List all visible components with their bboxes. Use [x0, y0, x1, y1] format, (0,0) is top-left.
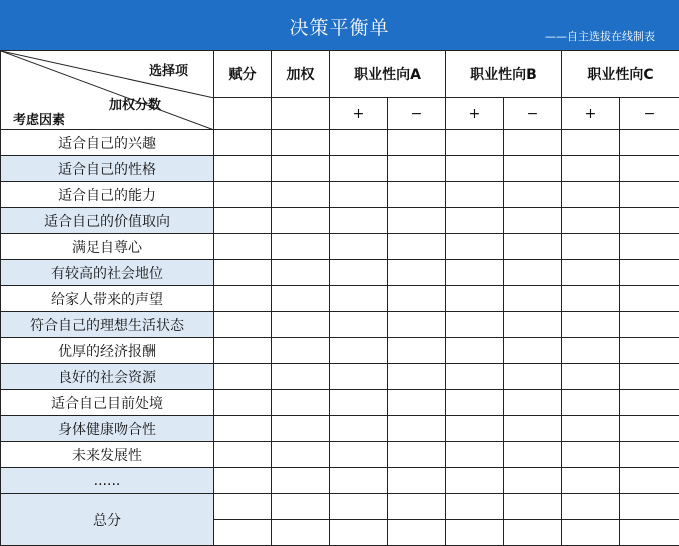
factor-row — [1, 390, 679, 416]
factor-row — [1, 468, 679, 494]
cell-b-plus[interactable] — [446, 390, 504, 416]
factor-row — [1, 286, 679, 312]
cell-score[interactable] — [214, 260, 272, 286]
total-label: 总分 — [1, 494, 214, 546]
cell-a-plus[interactable] — [330, 338, 388, 364]
factor-label: 良好的社会资源 — [1, 364, 214, 390]
total-cell-b-minus[interactable] — [504, 494, 562, 520]
cell-b-minus[interactable] — [504, 312, 562, 338]
cell-b-minus[interactable] — [504, 468, 562, 494]
cell-weight[interactable] — [272, 260, 330, 286]
total-cell-c-plus[interactable] — [562, 520, 620, 546]
total-cell-score[interactable] — [214, 494, 272, 520]
total-cell-b-plus[interactable] — [446, 494, 504, 520]
cell-score[interactable] — [214, 208, 272, 234]
total-row — [1, 494, 679, 520]
total-cell-score[interactable] — [214, 520, 272, 546]
cell-b-plus[interactable] — [446, 234, 504, 260]
total-cell-weight[interactable] — [272, 494, 330, 520]
factor-row — [1, 442, 679, 468]
factor-label: 满足自尊心 — [1, 234, 214, 260]
cell-a-minus[interactable] — [388, 286, 446, 312]
total-cell-c-minus[interactable] — [620, 520, 679, 546]
factor-label: 适合自己的价值取向 — [1, 208, 214, 234]
factor-row — [1, 156, 679, 182]
cell-a-minus[interactable] — [388, 312, 446, 338]
cell-c-minus[interactable] — [620, 390, 679, 416]
title-bar — [0, 0, 679, 50]
cell-c-plus[interactable] — [562, 130, 620, 156]
factor-row — [1, 234, 679, 260]
cell-b-plus[interactable] — [446, 338, 504, 364]
cell-c-minus[interactable] — [620, 468, 679, 494]
cell-c-minus[interactable] — [620, 364, 679, 390]
cell-weight[interactable] — [272, 234, 330, 260]
cell-a-plus[interactable] — [330, 260, 388, 286]
cell-c-plus[interactable] — [562, 260, 620, 286]
sheet-title: 决策平衡单 — [0, 13, 679, 40]
cell-a-minus[interactable] — [388, 364, 446, 390]
cell-b-plus[interactable] — [446, 468, 504, 494]
cell-weight[interactable] — [272, 364, 330, 390]
factor-row — [1, 312, 679, 338]
cell-score[interactable] — [214, 182, 272, 208]
cell-c-plus[interactable] — [562, 286, 620, 312]
cell-a-plus[interactable] — [330, 416, 388, 442]
career-c-minus: − — [620, 98, 679, 130]
cell-b-minus[interactable] — [504, 234, 562, 260]
balance-table — [0, 50, 679, 546]
cell-a-plus[interactable] — [330, 130, 388, 156]
cell-c-plus[interactable] — [562, 208, 620, 234]
cell-a-plus[interactable] — [330, 442, 388, 468]
cell-a-plus[interactable] — [330, 286, 388, 312]
cell-b-plus[interactable] — [446, 416, 504, 442]
career-a-plus: + — [330, 98, 388, 130]
cell-score[interactable] — [214, 130, 272, 156]
cell-b-minus[interactable] — [504, 390, 562, 416]
cell-b-plus[interactable] — [446, 260, 504, 286]
cell-weight[interactable] — [272, 468, 330, 494]
cell-a-minus[interactable] — [388, 156, 446, 182]
cell-c-plus[interactable] — [562, 156, 620, 182]
cell-c-minus[interactable] — [620, 416, 679, 442]
factor-row — [1, 260, 679, 286]
total-cell-a-plus[interactable] — [330, 520, 388, 546]
total-cell-a-minus[interactable] — [388, 520, 446, 546]
factor-label: 适合自己的能力 — [1, 182, 214, 208]
cell-b-minus[interactable] — [504, 338, 562, 364]
header-career-a: 职业性向A — [330, 51, 446, 98]
sheet-subtitle: ——自主选拔在线制表 — [545, 28, 655, 44]
cell-a-minus[interactable] — [388, 260, 446, 286]
cell-b-plus[interactable] — [446, 312, 504, 338]
total-cell-b-minus[interactable] — [504, 520, 562, 546]
cell-a-minus[interactable] — [388, 468, 446, 494]
cell-a-plus[interactable] — [330, 182, 388, 208]
cell-c-plus[interactable] — [562, 442, 620, 468]
cell-weight[interactable] — [272, 286, 330, 312]
cell-c-minus[interactable] — [620, 130, 679, 156]
factor-row — [1, 364, 679, 390]
cell-score[interactable] — [214, 234, 272, 260]
cell-b-plus[interactable] — [446, 130, 504, 156]
career-b-minus: − — [504, 98, 562, 130]
cell-weight[interactable] — [272, 416, 330, 442]
cell-c-plus[interactable] — [562, 364, 620, 390]
cell-weight[interactable] — [272, 312, 330, 338]
cell-c-minus[interactable] — [620, 182, 679, 208]
cell-b-minus[interactable] — [504, 208, 562, 234]
cell-b-minus[interactable] — [504, 416, 562, 442]
header-career-c: 职业性向C — [562, 51, 679, 98]
factor-label: ...... — [1, 468, 214, 494]
header-career-b: 职业性向B — [446, 51, 562, 98]
cell-weight[interactable] — [272, 338, 330, 364]
header-score: 赋分 — [214, 51, 272, 98]
cell-score[interactable] — [214, 312, 272, 338]
header-score-sub — [214, 98, 272, 130]
cell-weight[interactable] — [272, 156, 330, 182]
cell-a-plus[interactable] — [330, 208, 388, 234]
cell-score[interactable] — [214, 390, 272, 416]
cell-a-minus[interactable] — [388, 442, 446, 468]
cell-a-plus[interactable] — [330, 156, 388, 182]
cell-c-minus[interactable] — [620, 312, 679, 338]
factor-row — [1, 130, 679, 156]
cell-b-minus[interactable] — [504, 260, 562, 286]
cell-c-minus[interactable] — [620, 286, 679, 312]
corner-label-options: 选择项 — [149, 60, 188, 79]
factor-label: 有较高的社会地位 — [1, 260, 214, 286]
factor-label: 符合自己的理想生活状态 — [1, 312, 214, 338]
cell-c-minus[interactable] — [620, 208, 679, 234]
cell-c-plus[interactable] — [562, 338, 620, 364]
cell-a-plus[interactable] — [330, 468, 388, 494]
cell-b-minus[interactable] — [504, 286, 562, 312]
cell-c-plus[interactable] — [562, 468, 620, 494]
cell-c-minus[interactable] — [620, 234, 679, 260]
cell-score[interactable] — [214, 442, 272, 468]
factor-label: 适合自己目前处境 — [1, 390, 214, 416]
cell-b-minus[interactable] — [504, 130, 562, 156]
factor-label: 给家人带来的声望 — [1, 286, 214, 312]
cell-a-plus[interactable] — [330, 312, 388, 338]
cell-b-minus[interactable] — [504, 442, 562, 468]
cell-b-plus[interactable] — [446, 182, 504, 208]
cell-a-minus[interactable] — [388, 416, 446, 442]
cell-b-plus[interactable] — [446, 364, 504, 390]
cell-a-minus[interactable] — [388, 130, 446, 156]
cell-score[interactable] — [214, 156, 272, 182]
cell-b-plus[interactable] — [446, 286, 504, 312]
header-corner-cell — [1, 51, 214, 130]
cell-weight[interactable] — [272, 390, 330, 416]
cell-score[interactable] — [214, 286, 272, 312]
factor-label: 身体健康吻合性 — [1, 416, 214, 442]
cell-a-plus[interactable] — [330, 364, 388, 390]
corner-label-factors: 考虑因素 — [13, 109, 65, 128]
header-weight-sub — [272, 98, 330, 130]
career-a-minus: − — [388, 98, 446, 130]
factor-row — [1, 338, 679, 364]
cell-weight[interactable] — [272, 130, 330, 156]
cell-c-plus[interactable] — [562, 312, 620, 338]
cell-c-minus[interactable] — [620, 338, 679, 364]
cell-a-minus[interactable] — [388, 208, 446, 234]
total-cell-a-plus[interactable] — [330, 494, 388, 520]
cell-score[interactable] — [214, 416, 272, 442]
factor-row — [1, 416, 679, 442]
total-cell-a-minus[interactable] — [388, 494, 446, 520]
cell-b-minus[interactable] — [504, 156, 562, 182]
cell-a-plus[interactable] — [330, 234, 388, 260]
total-cell-c-minus[interactable] — [620, 494, 679, 520]
cell-score[interactable] — [214, 364, 272, 390]
cell-c-plus[interactable] — [562, 182, 620, 208]
cell-c-plus[interactable] — [562, 234, 620, 260]
cell-c-minus[interactable] — [620, 260, 679, 286]
header-weight: 加权 — [272, 51, 330, 98]
cell-b-minus[interactable] — [504, 364, 562, 390]
career-b-plus: + — [446, 98, 504, 130]
cell-a-minus[interactable] — [388, 390, 446, 416]
cell-a-minus[interactable] — [388, 234, 446, 260]
cell-b-plus[interactable] — [446, 156, 504, 182]
cell-c-plus[interactable] — [562, 390, 620, 416]
total-cell-weight[interactable] — [272, 520, 330, 546]
cell-b-plus[interactable] — [446, 208, 504, 234]
cell-weight[interactable] — [272, 442, 330, 468]
factor-row — [1, 208, 679, 234]
career-c-plus: + — [562, 98, 620, 130]
cell-c-minus[interactable] — [620, 442, 679, 468]
total-cell-b-plus[interactable] — [446, 520, 504, 546]
cell-b-minus[interactable] — [504, 182, 562, 208]
cell-score[interactable] — [214, 338, 272, 364]
cell-a-minus[interactable] — [388, 182, 446, 208]
factor-label: 适合自己的兴趣 — [1, 130, 214, 156]
corner-label-weighted-score: 加权分数 — [109, 94, 161, 113]
total-cell-c-plus[interactable] — [562, 494, 620, 520]
factor-row — [1, 182, 679, 208]
factor-label: 适合自己的性格 — [1, 156, 214, 182]
cell-c-plus[interactable] — [562, 416, 620, 442]
cell-a-minus[interactable] — [388, 338, 446, 364]
cell-b-plus[interactable] — [446, 442, 504, 468]
cell-weight[interactable] — [272, 182, 330, 208]
cell-score[interactable] — [214, 468, 272, 494]
cell-a-plus[interactable] — [330, 390, 388, 416]
cell-weight[interactable] — [272, 208, 330, 234]
cell-c-minus[interactable] — [620, 156, 679, 182]
factor-label: 未来发展性 — [1, 442, 214, 468]
factor-label: 优厚的经济报酬 — [1, 338, 214, 364]
